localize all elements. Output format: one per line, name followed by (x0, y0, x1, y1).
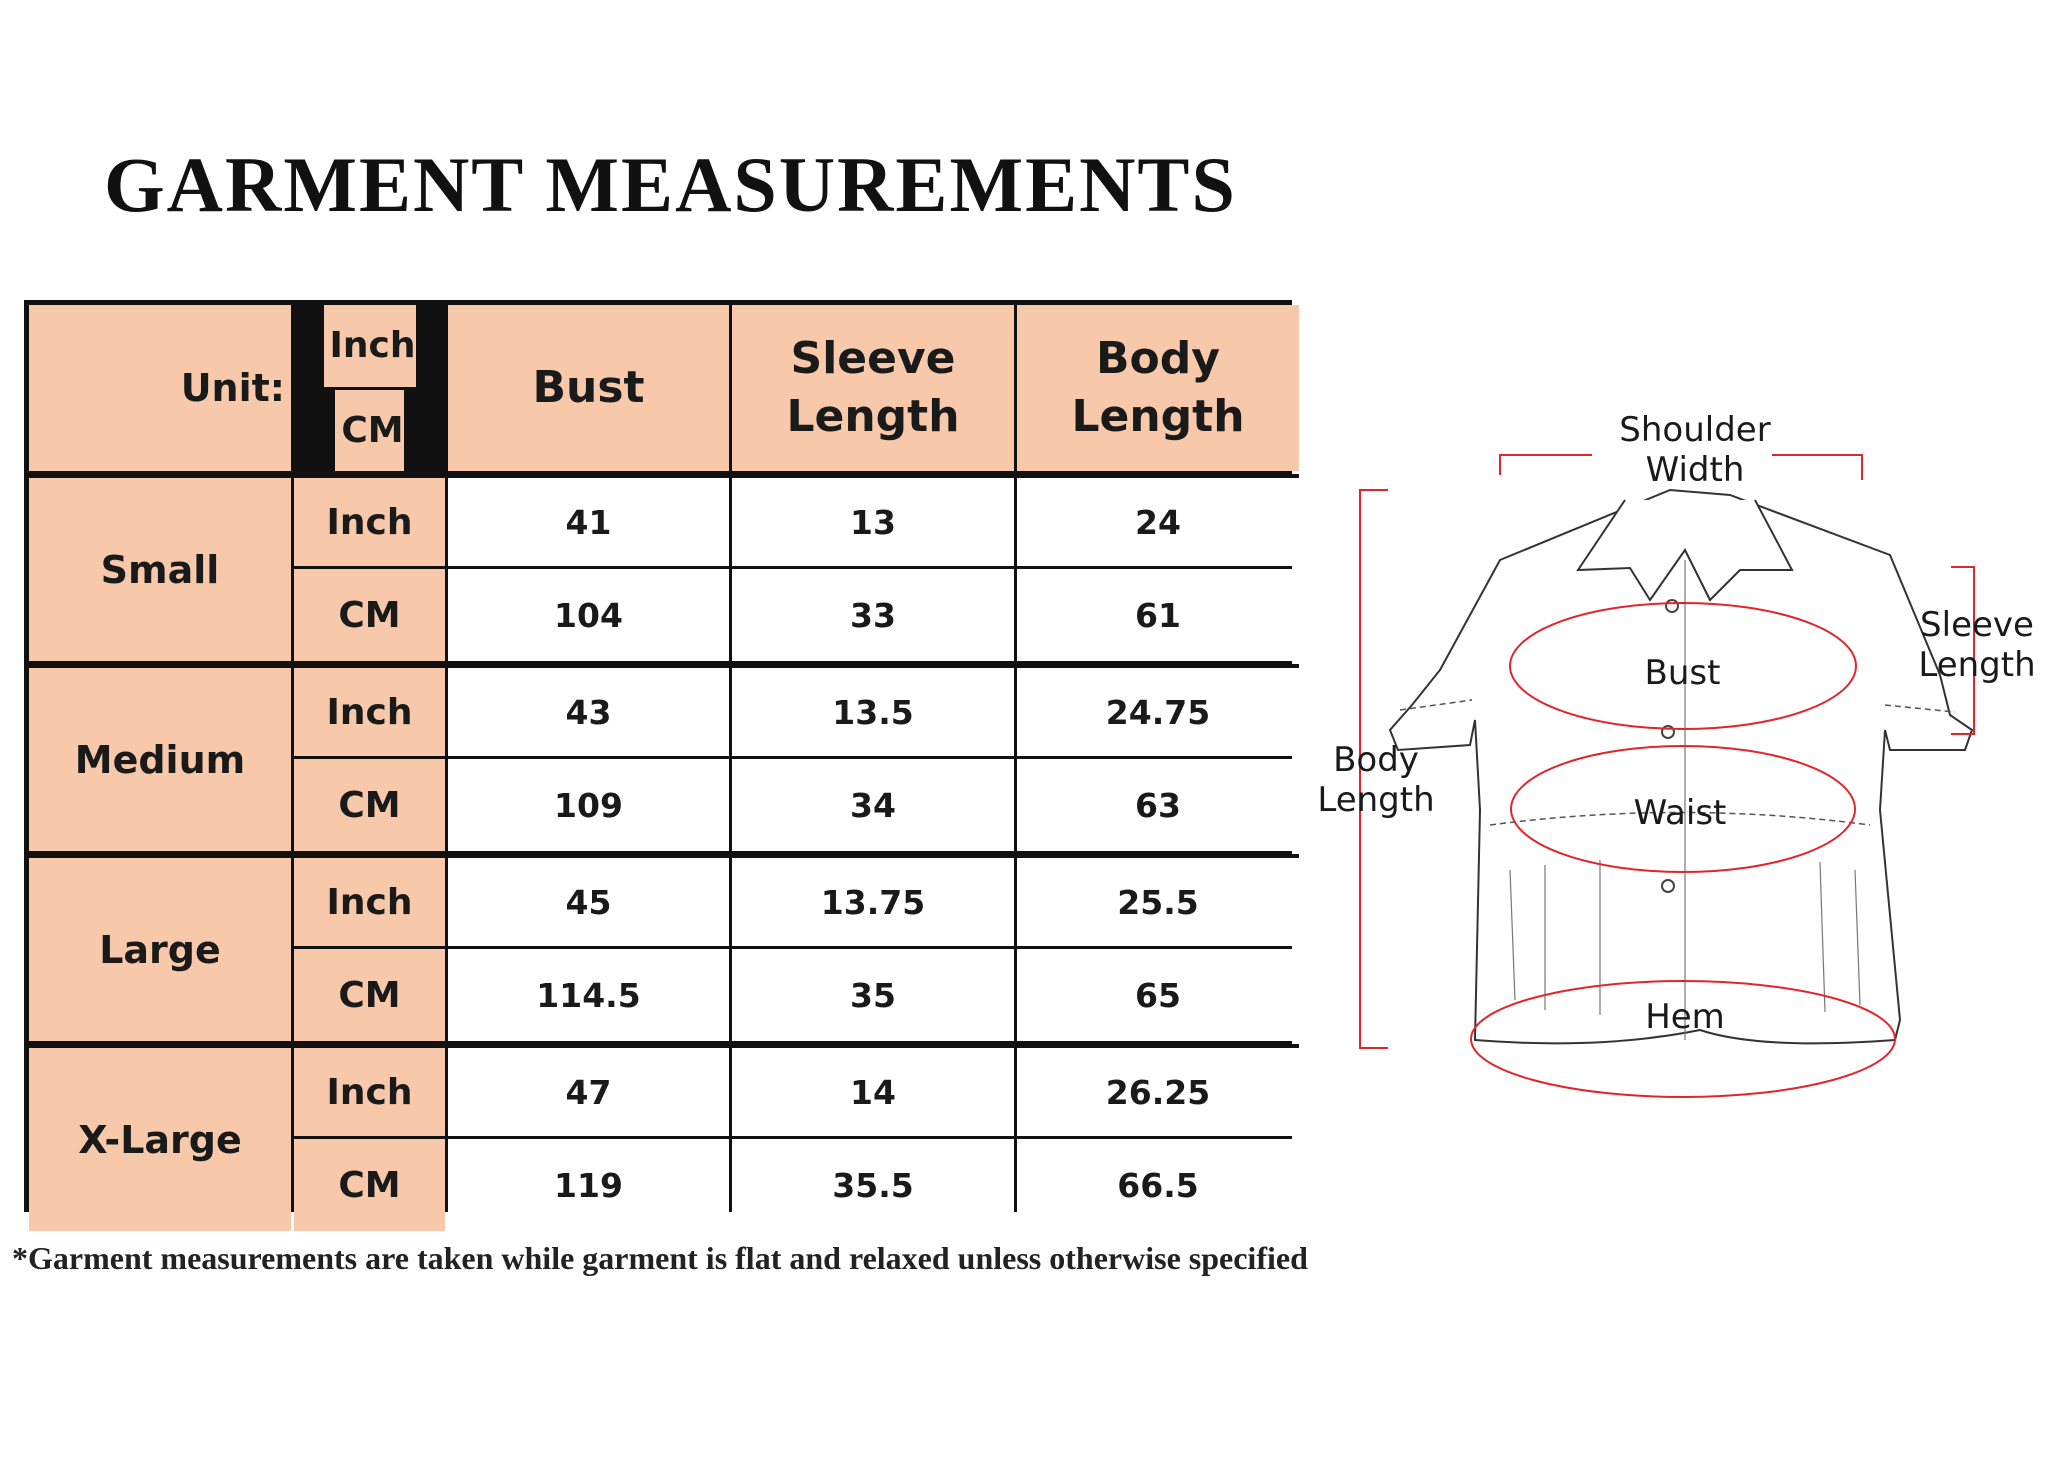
unit-cell: Inch (294, 854, 445, 946)
value-cell-body: 61 (1017, 569, 1299, 661)
value-cell-body: 63 (1017, 759, 1299, 851)
value-cell-bust: 104 (448, 569, 729, 661)
sleeve-length-label: Sleeve Length (1918, 605, 2036, 685)
shoulder-width-label: Shoulder Width (1619, 410, 1771, 490)
unit-cell: CM (294, 759, 445, 851)
header-bust: Bust (448, 305, 729, 471)
value-cell-sleeve: 33 (732, 569, 1014, 661)
value-cell-bust: 41 (448, 474, 729, 566)
value-cell-bust: 109 (448, 759, 729, 851)
value-cell-bust: 119 (448, 1139, 729, 1231)
value-cell-sleeve: 13.5 (732, 664, 1014, 756)
size-chart-table (24, 300, 1292, 1212)
unit-label: Unit: (29, 305, 291, 471)
value-cell-body: 66.5 (1017, 1139, 1299, 1231)
value-cell-bust: 45 (448, 854, 729, 946)
value-cell-body: 24.75 (1017, 664, 1299, 756)
unit-header-inch: Inch (324, 305, 416, 387)
value-cell-bust: 47 (448, 1044, 729, 1136)
header-body-length: Body Length (1017, 305, 1299, 471)
value-cell-sleeve: 13 (732, 474, 1014, 566)
waist-label: Waist (1633, 793, 1727, 833)
unit-cell: Inch (294, 664, 445, 756)
value-cell-sleeve: 13.75 (732, 854, 1014, 946)
unit-header-cm: CM (335, 390, 403, 472)
value-cell-bust: 114.5 (448, 949, 729, 1041)
value-cell-body: 25.5 (1017, 854, 1299, 946)
value-cell-sleeve: 35 (732, 949, 1014, 1041)
value-cell-sleeve: 35.5 (732, 1139, 1014, 1231)
body-length-label: Body Length (1317, 740, 1435, 820)
footnote: *Garment measurements are taken while garment is flat and relaxed unless otherwise specified (12, 1240, 1308, 1276)
unit-cell: CM (294, 569, 445, 661)
value-cell-sleeve: 14 (732, 1044, 1014, 1136)
value-cell-bust: 43 (448, 664, 729, 756)
header-sleeve-length: Sleeve Length (732, 305, 1014, 471)
size-label: Medium (29, 664, 291, 851)
unit-cell: Inch (294, 1044, 445, 1136)
hem-label: Hem (1645, 997, 1725, 1037)
garment-diagram (1300, 400, 2048, 1160)
page-title: GARMENT MEASUREMENTS (104, 141, 1237, 228)
size-label: Small (29, 474, 291, 661)
unit-cell: CM (294, 1139, 445, 1231)
value-cell-body: 24 (1017, 474, 1299, 566)
value-cell-body: 26.25 (1017, 1044, 1299, 1136)
size-label: X-Large (29, 1044, 291, 1231)
size-label: Large (29, 854, 291, 1041)
unit-cell: CM (294, 949, 445, 1041)
bust-label: Bust (1644, 653, 1721, 693)
unit-header (294, 305, 445, 471)
unit-cell: Inch (294, 474, 445, 566)
value-cell-body: 65 (1017, 949, 1299, 1041)
value-cell-sleeve: 34 (732, 759, 1014, 851)
